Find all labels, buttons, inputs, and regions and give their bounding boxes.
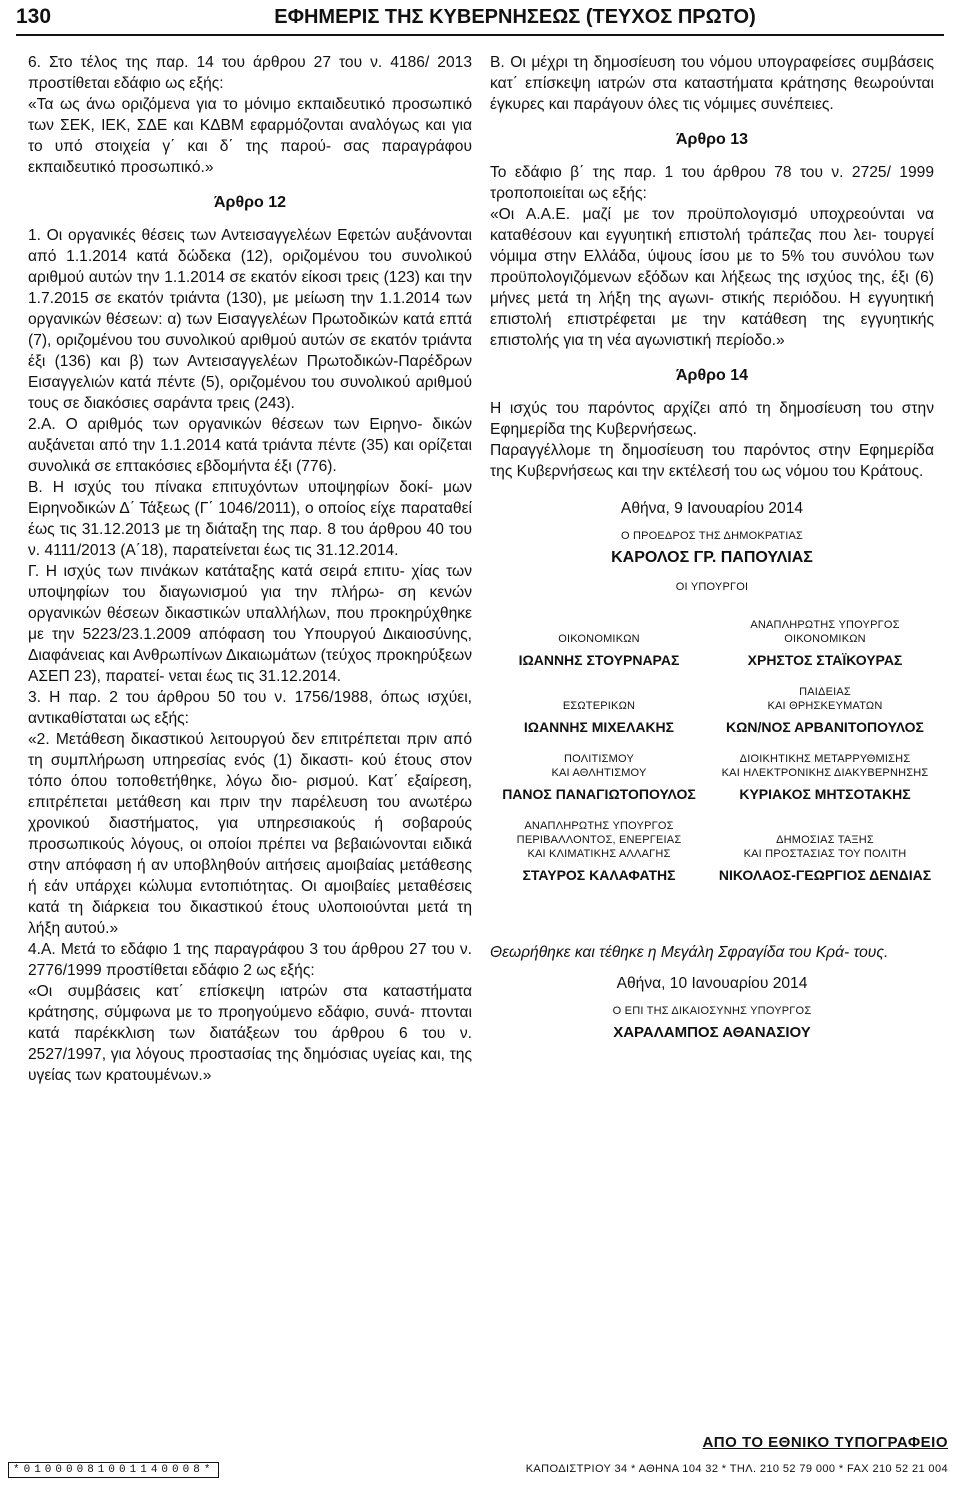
left-column [28,52,472,1086]
minister-name: ΚΥΡΙΑΚΟΣ ΜΗΤΣΟΤΑΚΗΣ [739,786,911,802]
barcode: *01000081001140008* [8,1462,219,1478]
right-column [490,52,934,1043]
minister-name: ΙΩΑΝΝΗΣ ΜΙΧΕΛΑΚΗΣ [523,719,675,735]
minister-title: ΔΗΜΟΣΙΑΣ ΤΑΞΗΣ ΚΑΙ ΠΡΟΣΤΑΣΙΑΣ ΤΟΥ ΠΟΛΙΤΗ [743,834,907,860]
signature-date: Αθήνα, 9 Ιανουαρίου 2014 [620,500,804,517]
publisher-address: ΚΑΠΟΔΙΣΤΡΙΟΥ 34 * ΑΘΗΝΑ 104 32 * ΤΗΛ. 210 52 79 000 * FAX 210 52 21 004 [525,1463,948,1475]
president-name: ΚΑΡΟΛΟΣ ΓΡ. ΠΑΠΟΥΛΙΑΣ [611,549,813,566]
article-12-title: Άρθρο 12 [213,194,286,211]
paragraph: Το εδάφιο β΄ της παρ. 1 του άρθρου 78 του ν. 2725/ 1999 τροποποιείται ως εξής: [490,164,934,202]
minister-name: ΠΑΝΟΣ ΠΑΝΑΓΙΩΤΟΠΟΥΛΟΣ [502,786,696,802]
minister-name: ΙΩΑΝΝΗΣ ΣΤΟΥΡΝΑΡΑΣ [518,652,680,668]
paragraph: 4.Α. Μετά το εδάφιο 1 της παραγράφου 3 του άρθρου 27 του ν. 2776/1999 προστίθεται εδάφιο 2 ως εξής: [28,941,472,979]
article-13-title: Άρθρο 13 [675,131,748,148]
article-14-title: Άρθρο 14 [675,367,748,384]
seal-text: Θεωρήθηκε και τέθηκε η Μεγάλη Σφραγίδα του Κρά- τους. [490,944,889,961]
paragraph: 1. Οι οργανικές θέσεις των Αντεισαγγελέων Εφετών αυξάνονται από 1.1.2014 κατά δώδεκα (12), οριζομένου του συνολικού αριθμού αυτών την 1.1.2014 σε εκατόν είκοσι τρεις (123) και την 1.7.2015 σε εκατόν τριάντα (130), με μείωση την 1.1.2014 των οργανικών θέσεων: α) των Εισαγγελέων Πρωτοδικών κατά επτά (7), οριζομένου του συνολικού αριθμού αυτών σε εκατόν τριάντα έξι (136) και β) των Αντεισαγγελέων Πρωτοδικών-Παρέδρων Εισαγγελιών κατά πέντε (5), οριζομένου του συνολικού αριθμού τους σε διακόσιες σαράντα τρεις (243). [28,227,472,412]
minister-name: ΚΩΝ/ΝΟΣ ΑΡΒΑΝΙΤΟΠΟΥΛΟΣ [726,719,924,735]
publisher-label: ΑΠΟ ΤΟ ΕΘΝΙΚΟ ΤΥΠΟΓΡΑΦΕΙΟ [702,1434,948,1451]
paragraph: «Οι συμβάσεις κατ΄ επίσκεψη ιατρών στα καταστήματα κράτησης, σύμφωνα με το προηγούμενο εδάφιο, συνά- πτονται κατά παρέκκλιση των διατάξεων του άρθρου 6 του ν. 2527/1997, για λόγους προστασίας της δημόσιας υγείας και, της υγείας των κρατουμένων.» [28,983,472,1084]
minister-signature [716,618,934,671]
justice-minister-title: Ο ΕΠΙ ΤΗΣ ΔΙΚΑΙΟΣΥΝΗΣ ΥΠΟΥΡΓΟΣ [612,1005,812,1017]
minister-title: ΑΝΑΠΛΗΡΩΤΗΣ ΥΠΟΥΡΓΟΣ ΠΕΡΙΒΑΛΛΟΝΤΟΣ, ΕΝΕΡΓΕΙΑΣ ΚΑΙ ΚΛΙΜΑΤΙΚΗΣ ΑΛΛΑΓΗΣ [516,820,682,860]
paragraph: 2.Α. Ο αριθμός των οργανικών θέσεων των Ειρηνο- δικών αυξάνεται από την 1.1.2014 κατά τριάντα πέντε (35) και ορίζεται συνολικά σε επτακόσιες εβδομήντα έξι (776). [28,416,472,475]
minister-title: ΟΙΚΟΝΟΜΙΚΩΝ [558,633,640,645]
minister-signature [716,752,934,805]
paragraph: Γ. Η ισχύς των πινάκων κατάταξης κατά σειρά επιτυ- χίας των υποψηφίων του διαγωνισμού για την πλήρω- ση κενών οργανικών θέσεων δικαστικών υπαλλήλων, που προκηρύχθηκε με την 5223/23.1.2009 απόφαση του Υπουργού Δικαιοσύνης, Διαφάνειας και Ανθρωπίνων Δικαιωμάτων (τεύχος προκηρύξεων ΑΣΕΠ 23), παρατεί- νεται έως τις 31.12.2014. [28,563,472,685]
minister-title: ΠΟΛΙΤΙΣΜΟΥ ΚΑΙ ΑΘΛΗΤΙΣΜΟΥ [551,753,647,779]
paragraph: 3. Η παρ. 2 του άρθρου 50 του ν. 1756/1988, όπως ισχύει, αντικαθίσταται ως εξής: [28,689,472,727]
paragraph: Η ισχύς του παρόντος αρχίζει από τη δημοσίευση του στην Εφημερίδα της Κυβερνήσεως. [490,400,934,438]
minister-title: ΠΑΙΔΕΙΑΣ ΚΑΙ ΘΡΗΣΚΕΥΜΑΤΩΝ [767,686,883,712]
minister-name: ΣΤΑΥΡΟΣ ΚΑΛΑΦΑΤΗΣ [522,867,676,883]
paragraph: «Τα ως άνω οριζόμενα για το μόνιμο εκπαιδευτικό προσωπικό των ΣΕΚ, ΙΕΚ, ΣΔΕ και ΚΔΒΜ εφαρμόζονται αναλόγως και για το υπό στοιχεία γ΄ και δ΄ της παρού- σας παραγράφου εκπαιδευτικό προσωπικό.» [28,96,472,176]
page-header [16,0,944,36]
minister-signature [490,618,708,671]
journal-title: ΕΦΗΜΕΡΙΣ ΤΗΣ ΚΥΒΕΡΝΗΣΕΩΣ (ΤΕΥΧΟΣ ΠΡΩΤΟ) [274,5,756,28]
minister-signature [490,685,708,738]
paragraph: «Οι Α.Α.Ε. μαζί με τον προϋπολογισμό υποχρεούνται να καταθέσουν και εγγυητική επιστολή τράπεζας που λει- τουργεί νόμιμα στην Ελλάδα, ύψους ίσου με το 5% του συνόλου των προϋπολογιζόμενων εξόδων και λήξεως της ισχύος της, έξι (6) μήνες μετά τη λήξη της αγωνι- στικής περιόδου. Η εγγυητική επιστολή επιστρέφεται με την κατάθεση της εγγυητικής επιστολής για τη νέα αγωνιστική περίοδο.» [490,206,934,349]
paragraph: Παραγγέλλομε τη δημοσίευση του παρόντος στην Εφημερίδα της Κυβερνήσεως και την εκτέλεσή του ως νόμου του Κράτους. [490,442,934,480]
minister-signature [490,819,708,886]
minister-name: ΝΙΚΟΛΑΟΣ-ΓΕΩΡΓΙΟΣ ΔΕΝΔΙΑΣ [718,867,932,883]
paragraph: «2. Μετάθεση δικαστικού λειτουργού δεν επιτρέπεται πριν από τη συμπλήρωση υπηρεσίας ενός (1) δικαστι- κού έτους στον τόπο όπου τοποθετήθηκε, λόγω διο- ρισμού. Κατ΄ εξαίρεση, επιτρέπεται μετάθεση και πριν την παρέλευση του ανωτέρω χρονικού διαστήματος, για υπηρεσιακούς ή σοβαρούς προσωπικούς λόγους, οι οποίοι πρέπει να βεβαιώνονται ειδικά στην απόφαση ή αν υποβληθούν αιτήσεις αμοιβαίας μετάθεσης ή εάν υπάρχει κώλυμα εντοπιότητας. Οι αμοιβαίες μεταθέσεις κατά τη διάρκεια του δικαστικού έτους υλοποιούνται μετά τη λήξη αυτού.» [28,731,472,937]
paragraph: Β. Οι μέχρι τη δημοσίευση του νόμου υπογραφείσες συμβάσεις κατ΄ επίσκεψη ιατρών στα καταστήματα κράτησης θεωρούνται έγκυρες και παράγουν όλες τις νόμιμες συνέπειες. [490,54,934,113]
minister-title: ΔΙΟΙΚΗΤΙΚΗΣ ΜΕΤΑΡΡΥΘΜΙΣΗΣ ΚΑΙ ΗΛΕΚΤΡΟΝΙΚΗΣ ΔΙΑΚΥΒΕΡΝΗΣΗΣ [721,753,929,779]
ministers-heading: ΟΙ ΥΠΟΥΡΓΟΙ [675,581,749,593]
minister-signature [716,819,934,886]
paragraph: Β. Η ισχύς του πίνακα επιτυχόντων υποψηφίων δοκί- μων Ειρηνοδικών Δ΄ Τάξεως (Γ΄ 1046/2011), ο οποίος είχε παραταθεί έως τις 31.12.2013 με τη διάταξη της παρ. 8 του άρθρου 40 του ν. 4111/2013 (Α΄18), παρατείνεται έως τις 31.12.2014. [28,479,472,559]
president-title: Ο ΠΡΟΕΔΡΟΣ ΤΗΣ ΔΗΜΟΚΡΑΤΙΑΣ [620,530,804,542]
minister-signature [716,685,934,738]
paragraph: 6. Στο τέλος της παρ. 14 του άρθρου 27 του ν. 4186/ 2013 προστίθεται εδάφιο ως εξής: [28,54,472,92]
minister-title: ΕΣΩΤΕΡΙΚΩΝ [562,700,636,712]
minister-title: ΑΝΑΠΛΗΡΩΤΗΣ ΥΠΟΥΡΓΟΣ ΟΙΚΟΝΟΜΙΚΩΝ [750,619,900,645]
ministers-grid [490,604,934,886]
justice-minister-name: ΧΑΡΑΛΑΜΠΟΣ ΑΘΑΝΑΣΙΟΥ [613,1024,811,1041]
seal-date: Αθήνα, 10 Ιανουαρίου 2014 [616,975,808,992]
page-number: 130 [16,5,52,28]
minister-signature [490,752,708,805]
minister-name: ΧΡΗΣΤΟΣ ΣΤΑΪΚΟΥΡΑΣ [747,652,903,668]
